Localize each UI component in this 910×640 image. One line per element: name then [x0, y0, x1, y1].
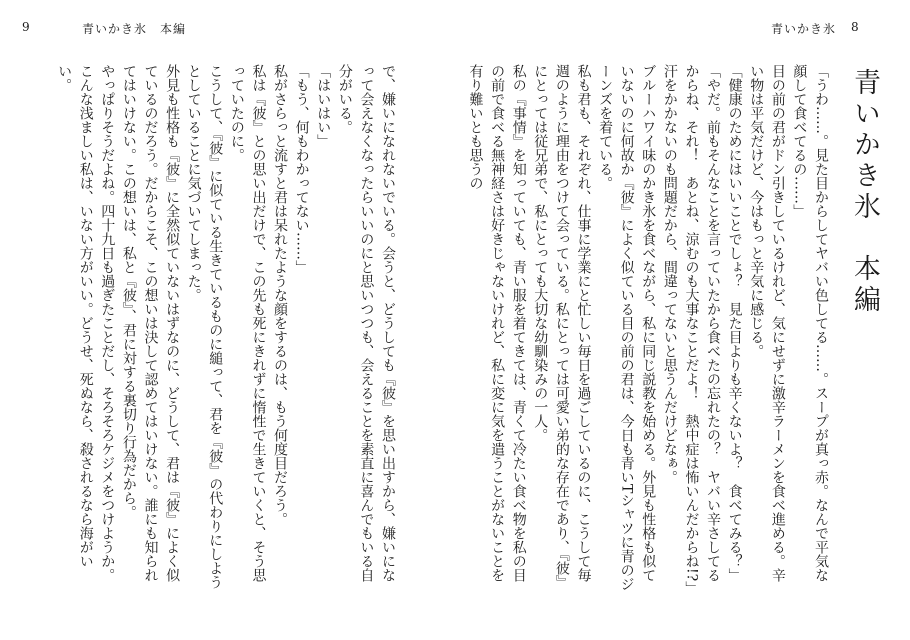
- paragraph: 外見も性格も『彼』に全然似ていないはずなのに、どうして、君は『彼』によく似ているのだろう。だからこそ、この想いは決して認めてはいけない。誰にも知られてはいけない。この想いは、私と『彼』、君に対する裏切り行為だから。: [120, 64, 181, 582]
- paragraph: 「もう、何もわかってない……」: [293, 64, 310, 274]
- right-page: [455, 0, 910, 640]
- paragraph: 目の前の君がドン引きしているけれど、気にせずに激辛ラーメンを食べ進める。辛い物は平気だけど、今はもっと辛気に感じる。: [748, 64, 786, 582]
- paragraph: やっぱりそうだよね。四十九日も過ぎたことだし、そろそろケジメをつけようか。こんな浅ましい私は、いない方がいい。どうせ、死ぬなら、殺されるなら海がいい。: [56, 64, 116, 582]
- left-page-number: 9: [22, 20, 30, 34]
- paragraph: 私の『事情』を知っていても、青い服を着てきては、青くて冷たい食べ物を私の目の前で食べる無神経さは好きじゃないけれど、私に変に気を遣うことがないことを有り難いとも思うの: [467, 64, 527, 582]
- paragraph: 「はいはい」: [315, 64, 332, 148]
- paragraph: 私がさらっと流すと君は呆れたような顔をするのは、もう何度目だろう。: [272, 64, 289, 526]
- left-page-body: [0, 64, 398, 594]
- paragraph: 「健康のためにはいいことでしょ？ 見た目よりも辛くないよ？ 食べてみる？」: [726, 64, 743, 582]
- paragraph: 私も君も、それぞれ、仕事に学業にと忙しい毎日を過ごしているのに、こうして毎週のように理由をつけて会っている。私にとっては可愛い弟的な存在であり、『彼』にとっては従兄弟で、私にとっても大切な幼馴染みの一人。: [532, 64, 592, 589]
- paragraph: 「うわ……。見た目からしてヤバい色してる……。スープが真っ赤。なんで平気な顔して食べてるの……」: [791, 64, 829, 582]
- paragraph: こうして、『彼』に似ている生きているものに縋って、君を『彼』の代わりにしようとしていることに気づいてしまった。: [185, 64, 224, 589]
- paragraph: 汗をかかないのも問題だから、間違ってないと思うんだけどなぁ。: [661, 64, 678, 484]
- right-running-header: 青いかき氷: [771, 22, 837, 36]
- right-page-body: [464, 64, 831, 594]
- right-page-number: 8: [851, 20, 859, 34]
- paragraph: 「やだ。前もそんなことを言っていたから食べたの忘れたの？ ヤバい辛さしてるからね、それ！ あとね、涼むのも大事なことだよ！ 熱中症は怖いんだからね!?」: [683, 64, 722, 596]
- paragraph: で、嫌いになれないでいる。会うと、どうしても『彼』を思い出すから、嫌いになって会えなくなったらいいのにと思いつつも、会えることを素直に喜んでもいる自分がいる。: [336, 64, 396, 582]
- chapter-title: 青いかき氷 本編: [849, 68, 880, 316]
- paragraph: 私は『彼』との思い出だけで、この先も死にきれずに惰性で生きていくと、そう思っていたのに。: [228, 64, 267, 582]
- paragraph: ブルーハワイ味のかき氷を食べながら、私に同じ説教を始める。外見も性格も似ていないのに何故か『彼』によく似ている目の前の君は、今日も青いTシャツに青のジーンズを着ている。: [597, 64, 657, 592]
- left-running-header: 青いかき氷 本編: [82, 22, 187, 36]
